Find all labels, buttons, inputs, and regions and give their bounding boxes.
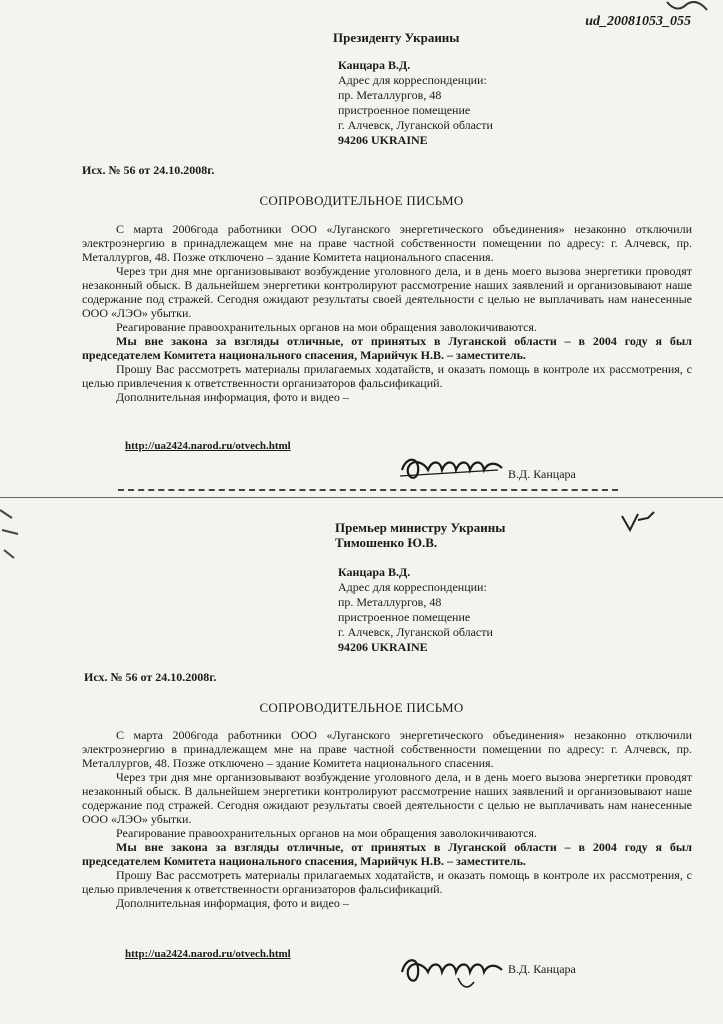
edge-smudge-icon	[0, 500, 30, 580]
body-paragraph: Прошу Вас рассмотреть материалы прилагаемых ходатайств, и оказать помощь в контроле их рассмотрения, с целью привлечения к ответственности организаторов фальсификаций.	[82, 868, 692, 896]
letter-title: СОПРОВОДИТЕЛЬНОЕ ПИСЬМО	[259, 700, 464, 715]
sender-line: Адрес для корреспонденции:	[338, 580, 487, 594]
scan-divider	[0, 497, 723, 498]
body-paragraph-bold: Мы вне закона за взгляды отличные, от принятых в Луганской области – в 2004 году я был председателем Комитета национального спасения, Марийчук Н.В. – заместитель.	[82, 840, 692, 868]
info-link[interactable]: http://ua2424.narod.ru/otvech.html	[125, 948, 291, 960]
body-paragraph: Реагирование правоохранительных органов на мои обращения заволокичиваются.	[116, 826, 537, 840]
sender-block	[338, 58, 493, 148]
sender-line: пр. Металлургов, 48	[338, 88, 442, 102]
body-paragraph: Дополнительная информация, фото и видео –	[116, 896, 349, 910]
body-paragraph: Прошу Вас рассмотреть материалы прилагаемых ходатайств, и оказать помощь в контроле их рассмотрения, с целью привлечения к ответственности организаторов фальсификаций.	[82, 362, 692, 390]
signature-icon	[398, 448, 508, 488]
body-paragraph: Через три дня мне организовывают возбуждение уголовного дела, и в день моего вызова энергетики проводят незаконный обыск. В дальнейшем энергетики контролируют рассмотрение наших заявлений и организовывают наше содержание под стражей. Сегодня ожидают результаты своей деятельности с целью не выплачивать нам нанесенные ООО «ЛЭО» убытки.	[82, 770, 692, 826]
sender-line: пристроенное помещение	[338, 103, 471, 117]
body-paragraph: Через три дня мне организовывают возбуждение уголовного дела, и в день моего вызова энергетики проводят незаконный обыск. В дальнейшем энергетики контролируют рассмотрение наших заявлений и организовывают наше содержание под стражей. Сегодня ожидают результаты своей деятельности с целью не выплачивать нам нанесенные ООО «ЛЭО» убытки.	[82, 264, 692, 320]
sender-zip: 94206 UKRAINE	[338, 133, 428, 147]
sender-block	[338, 565, 493, 655]
info-link[interactable]: http://ua2424.narod.ru/otvech.html	[125, 440, 291, 452]
body-paragraph: Дополнительная информация, фото и видео –	[116, 390, 349, 404]
body-paragraph: С марта 2006года работники ООО «Луганского энергетического объединения» незаконно отключили электроэнергию в принадлежащем мне на праве частной собственности помещении по адресу: г. Алчевск, пр. Металлургов, 48. Позже отключено – здание Комитета национального спасения.	[82, 222, 692, 264]
corner-scribble-icon	[657, 0, 717, 20]
sender-name: Канцара В.Д.	[338, 565, 411, 579]
addressee	[333, 30, 459, 45]
addressee-line: Премьер министру Украины	[335, 520, 506, 535]
document-id: ud_20081053_055	[585, 14, 691, 29]
addressee-line: Президенту Украины	[333, 30, 460, 45]
signature-name: В.Д. Канцара	[508, 962, 576, 976]
outgoing-number: Исх. № 56 от 24.10.2008г.	[84, 670, 217, 684]
letter-body	[82, 222, 692, 404]
sender-line: г. Алчевск, Луганской области	[338, 625, 493, 639]
body-paragraph: Реагирование правоохранительных органов на мои обращения заволокичиваются.	[116, 320, 537, 334]
body-paragraph: С марта 2006года работники ООО «Луганского энергетического объединения» незаконно отключили электроэнергию в принадлежащем мне на праве частной собственности помещении по адресу: г. Алчевск, пр. Металлургов, 48. Позже отключено – здание Комитета национального спасения.	[82, 728, 692, 770]
cut-line	[118, 489, 618, 491]
signature-icon	[398, 948, 508, 992]
outgoing-number: Исх. № 56 от 24.10.2008г.	[82, 163, 215, 177]
sender-line: пристроенное помещение	[338, 610, 471, 624]
addressee	[335, 520, 505, 550]
check-mark-icon	[618, 508, 658, 534]
letter-body	[82, 728, 692, 910]
letter-title: СОПРОВОДИТЕЛЬНОЕ ПИСЬМО	[259, 193, 464, 208]
sender-line: пр. Металлургов, 48	[338, 595, 442, 609]
body-paragraph-bold: Мы вне закона за взгляды отличные, от принятых в Луганской области – в 2004 году я был председателем Комитета национального спасения, Марийчук Н.В. – заместитель.	[82, 334, 692, 362]
sender-name: Канцара В.Д.	[338, 58, 411, 72]
sender-zip: 94206 UKRAINE	[338, 640, 428, 654]
signature-name: В.Д. Канцара	[508, 467, 576, 481]
addressee-line: Тимошенко Ю.В.	[335, 535, 438, 550]
sender-line: Адрес для корреспонденции:	[338, 73, 487, 87]
sender-line: г. Алчевск, Луганской области	[338, 118, 493, 132]
